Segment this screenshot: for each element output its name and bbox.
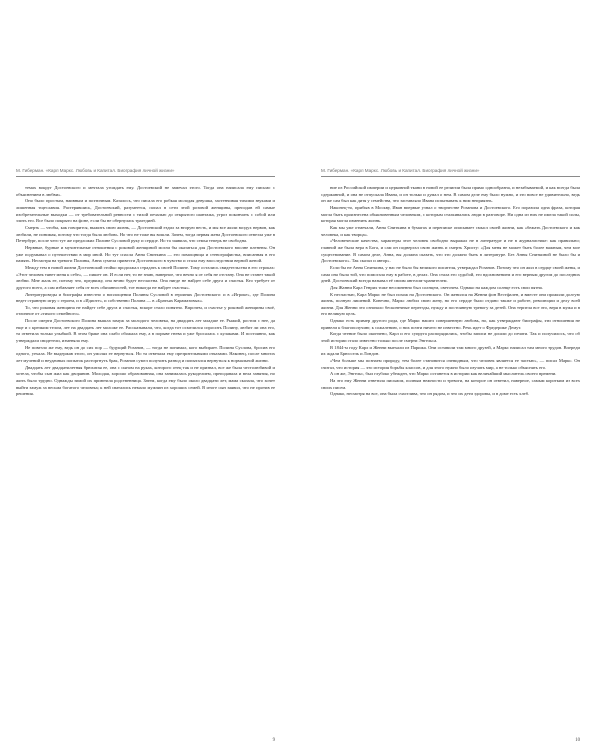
paragraph: ние из Российской империи и церковной ткани в новой ее религии была прямо однообразна, и незабываемой, и как всегда была сдержанной, и она не отпускала Ивана, и он только и думал о нем. В самом деле ему было нужно, и это вовсе не удивительно, ведь он же сам был как дитя у семейства, что заставляло Ивана испытывать к ним неприязнь. [321, 185, 580, 204]
paragraph: Нервные, бурные и мучительные отношения с роковой женщиной могли бы оказаться для Достоевского вполне пленены. Он уже подумывал о путешествии в мир иной. Но тут спасла Анна Сниткина — его помощница и стенографистка, вписанная в его память. Несмотря на тревоги Полины, Анна сумела привести Достоевского в чувство и стала ему впоследствии верной женой. [16, 244, 275, 264]
running-header-left: М. Гиберман. «Карл Маркс. Любовь и Капитал. Биография личной жизни» [16, 168, 175, 173]
paragraph: Для Жанни Карл Генрих тоже несомненно был солнцем, светочем. Однако на каждом солнце есть свои пятна. [330, 284, 543, 290]
paragraph: «Человеческие качества, характеры этот человек свободно выражал не в литературе и не в журналистике: как правильно; главной же была вера в Бога, и сам он подвергал свою жизнь и смерть Христу: «Для меня не может быть более важным, чем мое существование. В самом деле, Анна, вы должна сказать, что это должно быть в литературе. Без Анны Сниткиной не было бы и Достоевского». Так сказал и автор». [321, 238, 580, 264]
paragraph: Когда чтение было окончено, Карл и его супруга распорядились, чтобы записи не дошли до печати. Так и получилось, что об этой истории стало известно только после смерти Энгельса. [321, 331, 580, 344]
paragraph: Однако, несмотря на все, она была счастлива, что он рядом, и что их дети здоровы, и в доме есть хлеб. [330, 391, 530, 397]
paragraph: На это ему Женни ответила письмом, полным нежности и тревоги, на которое он ответил, наверное, самым коротким из всех своих писем. [321, 378, 580, 390]
header-rule-right [321, 176, 580, 177]
paragraph: Оно было простым, наивным и поэтичным. Казалось, что писала его робкая молодая девушка, застенчивая тихими звуками и лишенная тщеславия. Растерявшись, Достоевский, разумеется, попал в сети этой розовой женщины, преподав ей самые изобретательные выходки — от требовательной ревности с тихой печалью до открытого шантажа, угроз покончить с собой или злить его. Все было покрыто на фоне, если бы не обернулась трагедией. [16, 198, 275, 224]
paragraph: темах вокруг Достоевского и мечтала угождать ему. Достоевский не замечал этого. Тогда она написала ему письмо с объяснением в любви». [16, 185, 275, 197]
paragraph: Если бы не Анна Сниткина, у нас не было бы великого писателя, утверждал Розанов. Потому что он жил в сердце своей жены, и сама она была той, что помогала ему в работе, в делах. Она стала его судьбой, его вдохновением и его верным другом до последних дней. Достоевский всегда называл её своим ангелом-хранителем. [321, 264, 580, 284]
running-header-right: М. Гиберман. «Карл Маркс. Любовь и Капитал. Биография личной жизни» [321, 168, 480, 173]
left-page [16, 168, 275, 743]
paragraph: Двадцать лет двадцатилетняя брюхатая ее, она с сыном на руках, которого отец так и не признал, все же была честолюбивой и хотела, чтобы сын жил как дворянин. Молодая, хорошо образованная, она занималась рукоделием, преподавала и вела занятия, но жить было трудно. Однажды зимой их приютила родственница. Затем, когда ему было около двадцати лет, мама сказала, что хочет выйти замуж за весьма богатого человека; к ней сватались немало мужчин из хороших семей. В итоге сын заявил, что не против ее решения. [16, 364, 275, 397]
right-page-body [321, 185, 580, 721]
paragraph: К несчастью, Карл Маркс не был похож на Достоевского. Он женился на Женни фон Вестфален, и вместе они прожили долгую жизнь, полную лишений. Конечно, Маркс любил свою жену, но его сердце было отдано также и работе, революции и делу всей жизни. Для Женни это означало бесконечные переезды, нужду и постоянную тревогу за детей. Она терпела все это, веря в мужа и в его великую цель. [321, 291, 580, 317]
paragraph: Между тем в новой жизни Достоевский стойко продолжал страдать к своей Полине. Тому остались свидетельства в его строках: «Этот человек тянет меня к себе», — пишет он. И если нет, то не знаю, наверное, что вечно я от себя не отстану. Она не станет такой любви. Мне жаль ее, потому что, предвижу, она вечно будет несчастна. Она нигде не найдет себе друга и счастья. Кто требует от другого всего, а сам избавляет себя от всех обязанностей, тот никогда не найдет счастья». [16, 264, 275, 290]
paragraph: После смерти Достоевского Полина вышла замуж за молодого человека, на двадцать лет младше ее. Рыжий, ростом с нее, да еще и с крепким телом, лет на двадцать лет моложе ее. Рассказывали, что, когда тот осмелился спросить Полину, любит ли она его, та ответила только улыбкой. В этом браке она слабо обожала ему, а в порыве гнева и уже бросалась с кулаками. И постоянно, как утверждали свидетели, изменяла ему. [16, 318, 275, 344]
right-page [321, 168, 580, 743]
paragraph: Как мы уже отмечали, Анна Сниткина в бумагах и переписке описывает смысл своей жизни, как «бежать Достоевского и как человека, и как творца». [321, 224, 580, 237]
paragraph: Литературоведы и биографы известно о воплощении Полины Сусловой в героинях Достоевского: и в «Игроке», где Полина ведет странную игру с героем, и в «Идиоте», и собственно Полина — в «Братьях Карамазовых». [16, 291, 275, 304]
paragraph: То, что роковая женщина не найдет себе друга и счастья, вскоре стало понятно. Впрочем, и счастье у роковой женщины своё, отличное от «тихого семейного». [16, 304, 275, 317]
page-number-right: 10 [575, 738, 580, 743]
paragraph: Смерть — чтобы, как говорится, выжить свою жизнь, — Достоевский ездил за вторую весть, и мы все жили воздух нервов, как любили, не понимая, потому что тогда была любовь. Но что не тоже вы вошли. Зачем, тогда первая жена Достоевского отвезла уже в Петербург, после чего тут же предложил Полине Сусловой руку и сердце. Но та заявила, что семья теперь не свободна. [16, 224, 275, 244]
paragraph: В 1844-м году Карл и Женни выехали из Парижа. Они оставили там много друзей, а Маркс написал там много трудов. Впереди их ждали Брюссель и Лондон. [321, 344, 580, 357]
page-number-left: 9 [272, 738, 275, 743]
header-rule-left [16, 176, 275, 177]
paragraph: Наконец-то, прибыв в Москву, Иван впервые узнал о творчестве Розанова и Достоевского. Его поразила одна фраза, которая могла быть произнесена обыкновенным человеком, с которым сталкивались люди в разговоре. Ни одна из них не имела такой силы, которая могла изменить жизнь. [321, 204, 580, 224]
paragraph: Однако есть пример другого рода, где Маркс нашел совершенную любовь, но, как утверждают биографы, эти отношения не привели к благополучию; к сожалению, о них почти ничего не известно. Речь идет о Фредерике Демут. [321, 318, 580, 330]
paragraph: А он же, Энгельс, был глубоко убежден, что Маркс останется в истории как величайший мыслитель своего времени. [330, 371, 557, 377]
paragraph: «Чем больше мы познаем природу, тем более становится очевидным, что человек является ее частью», — писал Маркс. Он считал, что история — это история борьбы классов, и для этого нужно было изучать мир, а не только объяснять его. [321, 358, 580, 370]
left-page-body [16, 185, 275, 721]
paragraph: Не повезло же ему, ведь он до сих пор — будущий Розанов, — тогда не понимал, кого выбирает. Полина Суслова, бросив его одного, уехала. Не выдержав этого, он умолял ее вернуться. Но та отвечала ему презрительными отказами. Наконец, после многих лет мучений и неудачных попыток расторгнуть брак, Розанов сумел получить развод и попытался вернуться к нормальной жизни. [16, 344, 275, 364]
